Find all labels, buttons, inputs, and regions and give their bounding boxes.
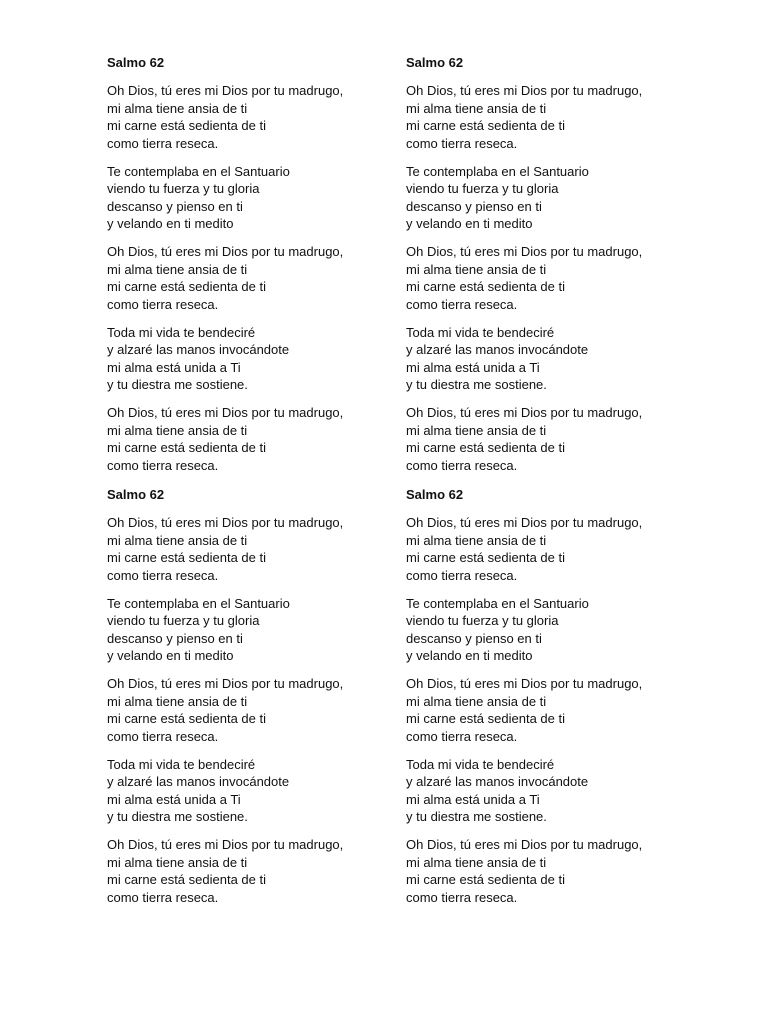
stanza [406, 82, 696, 152]
verse-line: como tierra reseca. [406, 135, 518, 151]
verse-line: como tierra reseca. [107, 457, 219, 473]
verse-line: Oh Dios, tú eres mi Dios por tu madrugo, [406, 676, 643, 691]
stanza [406, 324, 696, 394]
verse-line: Oh Dios, tú eres mi Dios por tu madrugo, [406, 837, 643, 852]
stanza [406, 514, 696, 584]
verse-line: descanso y pienso en ti [406, 198, 542, 214]
verse-line: como tierra reseca. [107, 135, 219, 151]
verse-line: como tierra reseca. [107, 567, 219, 583]
verse-line: viendo tu fuerza y tu gloria [107, 181, 260, 196]
verse-line: y tu diestra me sostiene. [107, 809, 248, 824]
verse-line: Oh Dios, tú eres mi Dios por tu madrugo, [406, 405, 643, 420]
verse-line: mi alma tiene ansia de ti [406, 261, 547, 277]
verse-line: mi carne está sedienta de ti [406, 118, 565, 133]
verse-line: mi alma tiene ansia de ti [107, 100, 248, 116]
verse-line: mi carne está sedienta de ti [406, 711, 565, 726]
stanza [406, 243, 696, 313]
verse-line: Oh Dios, tú eres mi Dios por tu madrugo, [107, 515, 344, 530]
verse-line: Oh Dios, tú eres mi Dios por tu madrugo, [107, 244, 344, 259]
verse-line: mi alma tiene ansia de ti [406, 854, 547, 870]
verse-line: como tierra reseca. [406, 296, 518, 312]
verse-line: mi alma tiene ansia de ti [406, 100, 547, 116]
verse-line: y alzaré las manos invocándote [107, 342, 290, 357]
stanza [107, 324, 397, 394]
verse-line: y velando en ti medito [406, 216, 533, 231]
verse-line: como tierra reseca. [107, 296, 219, 312]
verse-line: Oh Dios, tú eres mi Dios por tu madrugo, [107, 837, 344, 852]
verse-line: Oh Dios, tú eres mi Dios por tu madrugo, [406, 244, 643, 259]
psalm-title: Salmo 62 [406, 487, 464, 502]
psalm-title: Salmo 62 [406, 55, 464, 70]
stanza [107, 82, 397, 152]
verse-line: mi alma tiene ansia de ti [107, 854, 248, 870]
verse-line: mi alma tiene ansia de ti [107, 693, 248, 709]
verse-line: mi carne está sedienta de ti [107, 440, 266, 455]
verse-line: Oh Dios, tú eres mi Dios por tu madrugo, [107, 83, 344, 98]
verse-line: Oh Dios, tú eres mi Dios por tu madrugo, [107, 405, 344, 420]
verse-line: y velando en ti medito [107, 648, 234, 663]
verse-line: mi alma está unida a Ti [406, 359, 540, 375]
verse-line: y velando en ti medito [406, 648, 533, 663]
psalm-title: Salmo 62 [107, 487, 165, 502]
verse-line: mi carne está sedienta de ti [107, 872, 266, 887]
stanza [107, 163, 397, 233]
stanza [406, 163, 696, 233]
verse-line: Toda mi vida te bendeciré [406, 756, 555, 772]
stanza [406, 836, 696, 906]
verse-line: descanso y pienso en ti [107, 198, 243, 214]
verse-line: Te contemplaba en el Santuario [107, 595, 290, 611]
verse-line: como tierra reseca. [107, 889, 219, 905]
stanza [406, 404, 696, 474]
verse-line: mi alma está unida a Ti [107, 791, 241, 807]
verse-line: mi alma tiene ansia de ti [107, 261, 248, 277]
verse-line: viendo tu fuerza y tu gloria [406, 613, 559, 628]
verse-line: como tierra reseca. [406, 567, 518, 583]
verse-line: mi alma tiene ansia de ti [406, 422, 547, 438]
verse-line: mi alma tiene ansia de ti [107, 422, 248, 438]
verse-line: Oh Dios, tú eres mi Dios por tu madrugo, [406, 515, 643, 530]
stanza [107, 756, 397, 826]
psalm-block [107, 54, 397, 485]
verse-line: Oh Dios, tú eres mi Dios por tu madrugo, [406, 83, 643, 98]
stanza [406, 675, 696, 745]
verse-line: mi carne está sedienta de ti [107, 279, 266, 294]
stanza [406, 756, 696, 826]
verse-line: mi carne está sedienta de ti [406, 872, 565, 887]
verse-line: mi carne está sedienta de ti [107, 550, 266, 565]
verse-line: mi carne está sedienta de ti [406, 279, 565, 294]
stanza [107, 836, 397, 906]
stanza [107, 514, 397, 584]
verse-line: mi carne está sedienta de ti [406, 440, 565, 455]
verse-line: mi carne está sedienta de ti [406, 550, 565, 565]
verse-line: Toda mi vida te bendeciré [107, 756, 256, 772]
verse-line: y velando en ti medito [107, 216, 234, 231]
verse-line: mi carne está sedienta de ti [107, 118, 266, 133]
verse-line: como tierra reseca. [406, 728, 518, 744]
stanza [107, 243, 397, 313]
psalm-block [406, 54, 696, 485]
verse-line: Toda mi vida te bendeciré [107, 324, 256, 340]
stanza [107, 595, 397, 665]
verse-line: Te contemplaba en el Santuario [107, 163, 290, 179]
verse-line: y tu diestra me sostiene. [107, 377, 248, 392]
verse-line: y tu diestra me sostiene. [406, 377, 547, 392]
psalm-block [406, 486, 696, 917]
psalm-block [107, 486, 397, 917]
verse-line: viendo tu fuerza y tu gloria [406, 181, 559, 196]
verse-line: como tierra reseca. [107, 728, 219, 744]
verse-line: y alzaré las manos invocándote [406, 774, 589, 789]
verse-line: descanso y pienso en ti [406, 630, 542, 646]
stanza [406, 595, 696, 665]
verse-line: mi alma está unida a Ti [406, 791, 540, 807]
verse-line: y alzaré las manos invocándote [406, 342, 589, 357]
verse-line: como tierra reseca. [406, 889, 518, 905]
psalm-title: Salmo 62 [107, 55, 165, 70]
verse-line: Te contemplaba en el Santuario [406, 163, 589, 179]
verse-line: Te contemplaba en el Santuario [406, 595, 589, 611]
verse-line: Toda mi vida te bendeciré [406, 324, 555, 340]
verse-line: y tu diestra me sostiene. [406, 809, 547, 824]
stanza [107, 675, 397, 745]
verse-line: mi alma tiene ansia de ti [107, 532, 248, 548]
verse-line: descanso y pienso en ti [107, 630, 243, 646]
verse-line: como tierra reseca. [406, 457, 518, 473]
verse-line: mi carne está sedienta de ti [107, 711, 266, 726]
stanza [107, 404, 397, 474]
verse-line: Oh Dios, tú eres mi Dios por tu madrugo, [107, 676, 344, 691]
verse-line: mi alma está unida a Ti [107, 359, 241, 375]
verse-line: y alzaré las manos invocándote [107, 774, 290, 789]
verse-line: mi alma tiene ansia de ti [406, 532, 547, 548]
verse-line: mi alma tiene ansia de ti [406, 693, 547, 709]
verse-line: viendo tu fuerza y tu gloria [107, 613, 260, 628]
